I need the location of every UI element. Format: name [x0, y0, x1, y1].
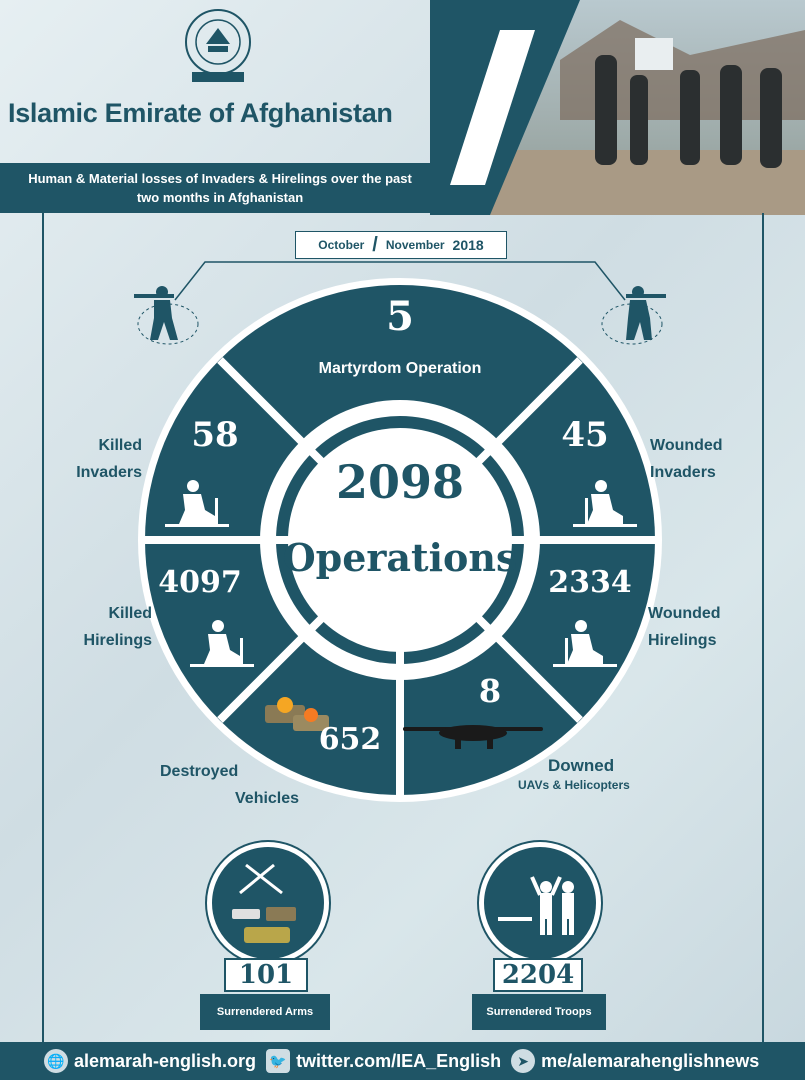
date-month-1: October — [318, 238, 365, 252]
date-year: 2018 — [452, 237, 484, 253]
subtitle-line-1: Human & Material losses of Invaders & Hirelings over the past — [28, 171, 412, 186]
page-title: Islamic Emirate of Afghanistan — [8, 98, 393, 128]
surrendered-troops-label: Surrendered Troops — [472, 994, 606, 1030]
surrendered-troops-badge — [479, 842, 601, 964]
twitter-icon: 🐦 — [266, 1049, 290, 1073]
killed-hirelings-label: Killed Hirelings — [83, 605, 152, 649]
killed-hirelings-value: 4097 — [158, 565, 242, 600]
destroyed-vehicles-label: Destroyed Vehicles — [160, 763, 300, 807]
surrendered-arms-label: Surrendered Arms — [200, 994, 330, 1030]
surrendered-arms-value: 101 — [224, 958, 308, 992]
website-link[interactable]: alemarah-english.org — [74, 1050, 257, 1071]
globe-icon: 🌐 — [44, 1049, 68, 1073]
surrendering-troops-icon — [484, 847, 596, 959]
telegram-link[interactable]: me/alemarahenglishnews — [541, 1050, 760, 1071]
date-separator: / — [372, 233, 378, 256]
uavs-value: 8 — [478, 672, 502, 710]
martyrdom-label: Martyrdom Operation — [318, 360, 482, 377]
telegram-icon: ➤ — [511, 1049, 535, 1073]
killed-invaders-value: 58 — [191, 415, 239, 455]
martyrdom-value: 5 — [386, 293, 414, 340]
wounded-invaders-value: 45 — [561, 415, 609, 455]
wounded-hirelings-value: 2334 — [548, 565, 632, 600]
weapons-icon — [212, 847, 324, 959]
surrendered-troops-value: 2204 — [493, 958, 583, 992]
footer — [0, 1042, 805, 1080]
total-operations-label: Operations — [282, 535, 518, 580]
vehicles-value: 652 — [318, 722, 382, 757]
total-operations-value: 2098 — [335, 455, 465, 509]
subtitle-line-2: two months in Afghanistan — [136, 190, 304, 205]
twitter-link[interactable]: twitter.com/IEA_English — [296, 1050, 502, 1071]
wounded-hirelings-label: Wounded Hirelings — [648, 605, 721, 649]
killed-invaders-label: Killed Invaders — [76, 437, 142, 481]
wounded-invaders-label: Wounded Invaders — [650, 437, 723, 481]
surrendered-arms-badge — [207, 842, 329, 964]
date-month-2: November — [385, 238, 445, 252]
downed-uavs-label: Downed UAVs & Helicopters — [518, 756, 630, 792]
